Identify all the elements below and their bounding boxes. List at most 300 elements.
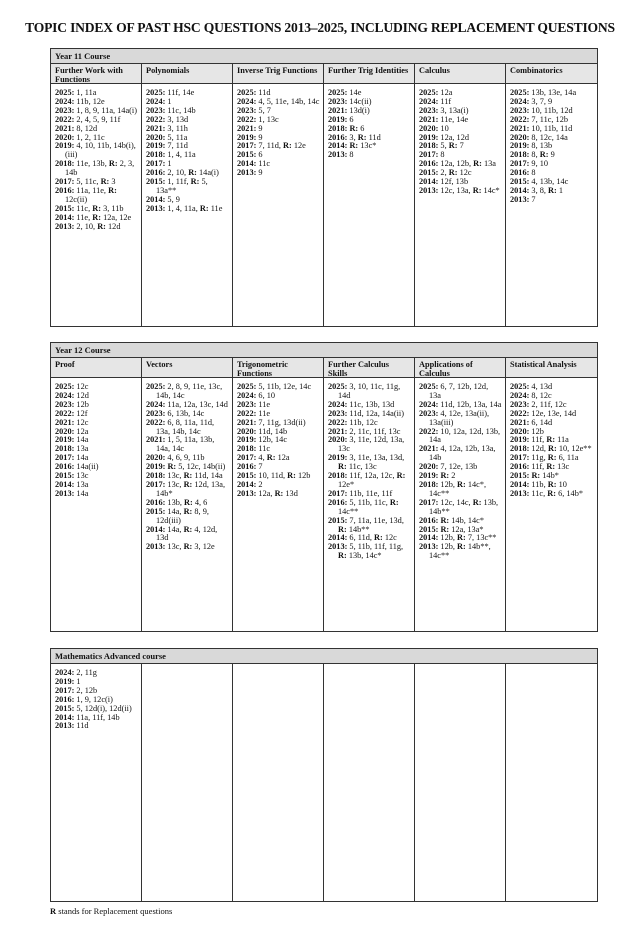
entry-year: 2014: bbox=[146, 194, 166, 204]
year-entry bbox=[328, 454, 411, 472]
entry-year: 2013: bbox=[419, 185, 439, 195]
replacement-marker: R: bbox=[546, 435, 556, 445]
entry-year: 2015: bbox=[146, 506, 166, 516]
entry-year: 2022: bbox=[55, 114, 75, 124]
topic-column-body bbox=[51, 378, 141, 501]
entry-questions: 14e bbox=[347, 88, 362, 97]
entry-questions: 10, 11b, 11d bbox=[529, 123, 573, 133]
entry-year: 2017: bbox=[419, 497, 439, 507]
entry-questions: 5, 11b, 12e, 14c bbox=[256, 382, 312, 391]
mathematics-advanced-table bbox=[50, 648, 598, 902]
footnote-text: stands for Replacement questions bbox=[56, 906, 173, 916]
entry-year: 2018: bbox=[146, 471, 166, 481]
entry-year: 2019: bbox=[419, 132, 439, 142]
year-entry bbox=[146, 508, 229, 526]
topic-column bbox=[233, 64, 324, 327]
entry-year: 2018: bbox=[510, 444, 530, 454]
topic-column-body bbox=[51, 664, 141, 733]
entry-year: 2016: bbox=[328, 132, 348, 142]
entry-year: 2025: bbox=[237, 382, 257, 391]
entry-year: 2023: bbox=[237, 399, 257, 409]
year-entry bbox=[328, 151, 411, 160]
entry-year: 2014: bbox=[55, 479, 75, 489]
entry-year: 2021: bbox=[237, 123, 257, 133]
column-row bbox=[51, 358, 597, 632]
entry-year: 2020: bbox=[328, 435, 348, 445]
entry-questions: 2, 11g bbox=[74, 668, 97, 677]
entry-questions: 4, 5, 11e, 14b, 14c bbox=[256, 96, 320, 106]
entry-questions: 5, 9 bbox=[165, 194, 180, 204]
entry-year: 2025: bbox=[328, 88, 348, 97]
entry-questions: 13d(i) bbox=[347, 105, 370, 115]
entry-questions: 8, 12d bbox=[74, 123, 98, 133]
entry-year: 2023: bbox=[55, 105, 75, 115]
year-entry bbox=[146, 436, 229, 454]
topic-column-body bbox=[415, 378, 505, 563]
replacement-marker: R: bbox=[531, 471, 541, 481]
topic-column-body bbox=[51, 84, 141, 234]
entry-questions: 12b bbox=[529, 426, 544, 436]
entry-questions: 6, 14d bbox=[529, 417, 553, 427]
entry-questions: R: 12a, 13a* bbox=[440, 524, 484, 534]
entry-year: 2023: bbox=[510, 105, 530, 115]
entry-year: 2022: bbox=[237, 408, 257, 418]
replacement-marker: R: bbox=[167, 462, 177, 472]
entry-questions: 11c, R: 6, 14b* bbox=[529, 488, 583, 498]
entry-questions: 11e, 13b, R: 2, 3, 14b bbox=[65, 159, 135, 178]
entry-questions: 7 bbox=[256, 462, 263, 472]
entry-year: 2013: bbox=[237, 488, 257, 498]
entry-year: 2019: bbox=[55, 435, 75, 445]
entry-questions: 6, 13b, 14c bbox=[165, 408, 205, 418]
entry-questions: 8, R: 9 bbox=[529, 150, 555, 160]
entry-questions: 7, 11a, 11e, 13d, R: 14b** bbox=[338, 515, 404, 534]
entry-year: 2024: bbox=[55, 390, 75, 400]
entry-questions: 11c, R: 3, 11b bbox=[74, 203, 124, 213]
entry-questions: 1, 2, 11c bbox=[74, 132, 105, 142]
replacement-marker: R: bbox=[283, 141, 292, 151]
year-entry bbox=[146, 205, 229, 214]
replacement-marker: R: bbox=[92, 203, 102, 213]
entry-year: 2023: bbox=[328, 408, 348, 418]
entry-questions: 11a, 11e, R: 12c(ii) bbox=[65, 185, 117, 204]
year-entry bbox=[146, 383, 229, 401]
entry-questions: 12b, 14c bbox=[256, 435, 288, 445]
entry-year: 2023: bbox=[146, 408, 166, 418]
year-entry bbox=[146, 419, 229, 437]
entry-year: 2021: bbox=[55, 417, 75, 427]
topic-column-body bbox=[233, 84, 323, 180]
entry-questions: 11f, 12a, 12c, R: 12e* bbox=[338, 471, 406, 489]
topic-column-header: Proof bbox=[51, 358, 141, 378]
entry-questions: 6, 8, 11a, 11d, 13a, 14b, 14c bbox=[156, 417, 215, 436]
year-entry bbox=[55, 142, 138, 160]
entry-year: 2018: bbox=[419, 479, 439, 489]
entry-questions: 12c bbox=[74, 417, 89, 427]
section-heading: Mathematics Advanced course bbox=[51, 649, 597, 664]
entry-year: 2017: bbox=[146, 159, 166, 169]
entry-questions: 14c(ii) bbox=[347, 96, 372, 106]
entry-year: 2022: bbox=[146, 417, 166, 427]
entry-questions: 3, 11e, 12d, 13a, 13c bbox=[338, 435, 405, 454]
entry-year: 2022: bbox=[237, 114, 257, 124]
entry-year: 2019: bbox=[328, 453, 348, 463]
entry-questions: 2, R: 12c bbox=[438, 168, 472, 178]
year-entry bbox=[146, 543, 229, 552]
entry-year: 2013: bbox=[55, 221, 75, 231]
entry-year: 2015: bbox=[510, 177, 530, 187]
entry-questions: 7 bbox=[529, 194, 536, 204]
replacement-marker: R: bbox=[97, 221, 106, 231]
entry-questions: 8 bbox=[347, 150, 354, 160]
entry-questions: 12b, R: 14c*, 14c** bbox=[429, 479, 487, 498]
topic-column-body bbox=[324, 664, 414, 671]
replacement-marker: R: bbox=[457, 479, 466, 489]
entry-year: 2020: bbox=[55, 426, 75, 436]
replacement-marker: R: bbox=[349, 141, 359, 151]
entry-year: 2013: bbox=[510, 488, 530, 498]
entry-questions: 13c, R: 3, 12e bbox=[165, 542, 215, 552]
replacement-marker: R: bbox=[374, 533, 383, 543]
entry-year: 2020: bbox=[419, 123, 439, 133]
entry-year: 2013: bbox=[55, 721, 75, 731]
entry-questions: 7, 11d bbox=[165, 141, 188, 151]
year-entry bbox=[419, 187, 502, 196]
entry-questions: 11e bbox=[256, 408, 271, 418]
replacement-marker: R: bbox=[183, 506, 193, 516]
year-entry bbox=[419, 383, 502, 401]
entry-questions: 4, 12a, 12b, 13a, 14b bbox=[429, 444, 496, 463]
entry-questions: R: 2 bbox=[440, 471, 456, 481]
entry-year: 2025: bbox=[510, 88, 530, 97]
entry-questions: 2, 10, R: 14a(i) bbox=[165, 168, 219, 178]
entry-year: 2013: bbox=[55, 488, 75, 498]
entry-questions: R: 5, 12c, 14b(ii) bbox=[167, 462, 226, 472]
year-entry bbox=[510, 490, 594, 499]
entry-questions: 5, R: 7 bbox=[438, 141, 464, 151]
entry-year: 2018: bbox=[328, 471, 348, 481]
entry-year: 2017: bbox=[237, 453, 257, 463]
topic-column bbox=[142, 64, 233, 327]
entry-questions: 8, 12c, 14a bbox=[529, 132, 568, 142]
entry-year: 2024: bbox=[237, 96, 257, 106]
entry-year: 2022: bbox=[510, 114, 530, 124]
entry-year: 2015: bbox=[419, 168, 439, 178]
entry-year: 2018: bbox=[419, 141, 439, 151]
replacement-marker: R: bbox=[473, 159, 482, 169]
topic-column-body bbox=[233, 664, 323, 671]
topic-column bbox=[415, 664, 506, 902]
replacement-marker: R: bbox=[547, 453, 557, 463]
year-entry bbox=[419, 445, 502, 463]
entry-year: 2021: bbox=[510, 123, 530, 133]
entry-year: 2023: bbox=[419, 408, 439, 418]
entry-year: 2019: bbox=[55, 676, 75, 686]
year-entry bbox=[55, 722, 138, 731]
entry-questions: 8, 12c bbox=[529, 390, 552, 400]
entry-questions: 3, 11e, 13a, 13d, R: 11c, 13c bbox=[338, 453, 405, 472]
entry-questions: 12f, 13b bbox=[438, 177, 469, 187]
entry-questions: 12a, 12d bbox=[438, 132, 470, 142]
entry-year: 2020: bbox=[237, 426, 257, 436]
year-entry bbox=[328, 436, 411, 454]
entry-questions: 14a bbox=[74, 453, 89, 463]
year-entry bbox=[510, 196, 594, 205]
entry-year: 2013: bbox=[237, 168, 257, 178]
entry-year: 2014: bbox=[237, 479, 257, 489]
entry-questions: 6 bbox=[256, 150, 263, 160]
entry-questions: 4, 12e, 13a(ii), 13a(iii) bbox=[429, 408, 490, 427]
entry-questions: 1, 5, 11a, 13b, 14a, 14c bbox=[156, 435, 215, 454]
entry-year: 2015: bbox=[237, 471, 257, 481]
topic-column bbox=[51, 664, 142, 902]
year-entry bbox=[328, 543, 411, 561]
entry-year: 2020: bbox=[419, 462, 439, 472]
entry-year: 2017: bbox=[55, 685, 75, 695]
entry-year: 2019: bbox=[55, 141, 75, 151]
replacement-marker: R: bbox=[183, 524, 193, 534]
year-11-course-table bbox=[50, 48, 598, 327]
entry-year: 2017: bbox=[328, 488, 348, 498]
entry-year: 2018: bbox=[55, 444, 75, 454]
topic-column bbox=[233, 358, 324, 632]
replacement-marker: R: bbox=[440, 515, 450, 525]
entry-year: 2015: bbox=[419, 524, 439, 534]
entry-year: 2014: bbox=[328, 141, 348, 151]
replacement-marker: R: bbox=[338, 524, 347, 534]
entry-year: 2025: bbox=[146, 382, 166, 391]
entry-year: 2025: bbox=[55, 382, 75, 391]
topic-column-body bbox=[415, 664, 505, 671]
year-entry bbox=[146, 526, 229, 544]
entry-questions: 11e, R: 12a, 12e bbox=[74, 212, 132, 222]
entry-year: 2022: bbox=[55, 408, 75, 418]
entry-questions: 14a bbox=[74, 435, 89, 445]
entry-year: 2015: bbox=[55, 203, 75, 213]
entry-questions: 3, 13d bbox=[165, 114, 189, 124]
entry-year: 2019: bbox=[510, 435, 530, 445]
entry-year: 2014: bbox=[237, 159, 257, 169]
entry-questions: 6 bbox=[347, 114, 354, 124]
entry-questions: 2 bbox=[256, 479, 263, 489]
entry-questions: 11g, R: 6, 11a bbox=[529, 453, 579, 463]
entry-year: 2022: bbox=[328, 417, 348, 427]
topic-column-body bbox=[142, 378, 232, 554]
entry-year: 2015: bbox=[55, 703, 75, 713]
year-12-course-table bbox=[50, 342, 598, 632]
entry-questions: 11b, 12c bbox=[347, 417, 378, 427]
topic-column bbox=[324, 358, 415, 632]
replacement-marker: R: bbox=[547, 488, 557, 498]
replacement-marker: R: bbox=[108, 185, 117, 195]
entry-year: 2021: bbox=[328, 426, 348, 436]
entry-year: 2021: bbox=[146, 123, 166, 133]
topic-column-header: Further Calculus Skills bbox=[324, 358, 414, 378]
section-heading: Year 12 Course bbox=[51, 343, 597, 358]
entry-year: 2016: bbox=[510, 168, 530, 178]
entry-year: 2020: bbox=[510, 426, 530, 436]
topic-column-header: Applications of Calculus bbox=[415, 358, 505, 378]
entry-questions: 9 bbox=[256, 123, 263, 133]
topic-column bbox=[142, 358, 233, 632]
topic-column-body bbox=[324, 378, 414, 563]
replacement-marker: R: bbox=[349, 123, 359, 133]
topic-column-header: Statistical Analysis bbox=[506, 358, 597, 378]
topic-column bbox=[51, 64, 142, 327]
entry-questions: 11f, R: 13c bbox=[529, 462, 570, 472]
entry-year: 2014: bbox=[419, 533, 439, 543]
entry-questions: 13a bbox=[74, 444, 89, 454]
entry-questions: 12f bbox=[74, 408, 88, 418]
entry-year: 2016: bbox=[510, 462, 530, 472]
entry-questions: 11b, 12e bbox=[74, 96, 105, 106]
entry-questions: 9 bbox=[256, 132, 263, 142]
entry-questions: 7, 11d, R: 12e bbox=[256, 141, 306, 151]
entry-year: 2025: bbox=[146, 88, 166, 97]
entry-year: 2013: bbox=[146, 542, 166, 552]
replacement-marker: R: bbox=[539, 150, 549, 160]
entry-questions: 10, 11b, 12d bbox=[529, 105, 573, 115]
replacement-marker: R: bbox=[472, 185, 482, 195]
entry-questions: 11a, 12a, 13c, 14d bbox=[165, 399, 228, 409]
column-row bbox=[51, 64, 597, 327]
entry-year: 2021: bbox=[510, 417, 530, 427]
entry-questions: 1, 4, 11a, R: 11e bbox=[165, 203, 223, 213]
topic-column-header: Inverse Trig Functions bbox=[233, 64, 323, 84]
entry-questions: 9 bbox=[256, 168, 263, 178]
entry-questions: 11e, 14e bbox=[438, 114, 469, 124]
entry-year: 2020: bbox=[146, 453, 166, 463]
entry-year: 2023: bbox=[510, 399, 530, 409]
entry-year: 2013: bbox=[328, 150, 348, 160]
replacement-marker: R: bbox=[396, 471, 406, 481]
replacement-marker: R: bbox=[448, 168, 458, 178]
column-row bbox=[51, 664, 597, 902]
entry-questions: 1, 13c bbox=[256, 114, 279, 124]
replacement-marker: R: bbox=[108, 159, 118, 169]
entry-year: 2014: bbox=[328, 533, 348, 543]
entry-questions: 13c bbox=[74, 471, 89, 481]
entry-questions: 1, 9, 12c(i) bbox=[74, 694, 113, 704]
replacement-marker: R: bbox=[274, 488, 284, 498]
entry-year: 2021: bbox=[419, 114, 439, 124]
entry-questions: 11f, R: 11a bbox=[529, 435, 569, 445]
entry-year: 2016: bbox=[328, 497, 348, 507]
year-entry bbox=[328, 383, 411, 401]
entry-year: 2021: bbox=[55, 123, 75, 133]
entry-year: 2014: bbox=[55, 712, 75, 722]
entry-year: 2016: bbox=[55, 694, 75, 704]
footnote bbox=[50, 906, 172, 916]
entry-year: 2020: bbox=[146, 132, 166, 142]
entry-questions: 10, 11d, R: 12b bbox=[256, 471, 311, 481]
entry-year: 2017: bbox=[237, 141, 257, 151]
year-entry bbox=[328, 517, 411, 535]
entry-questions: 11d bbox=[74, 721, 89, 731]
entry-year: 2019: bbox=[510, 141, 530, 151]
entry-questions: 2, 11c, 11f, 13c bbox=[347, 426, 401, 436]
topic-column bbox=[506, 664, 597, 902]
entry-year: 2024: bbox=[237, 390, 257, 400]
entry-questions: 13a bbox=[74, 479, 89, 489]
year-entry bbox=[55, 490, 138, 499]
replacement-marker: R: bbox=[199, 203, 209, 213]
entry-questions: 2, 11f, 12c bbox=[529, 399, 567, 409]
entry-year: 2024: bbox=[419, 399, 439, 409]
topic-column-body bbox=[506, 664, 597, 671]
entry-questions: 12a, R: 13d bbox=[256, 488, 298, 498]
replacement-marker: R: bbox=[183, 542, 193, 552]
entry-questions: 11c, 13b, 13d bbox=[347, 399, 395, 409]
entry-questions: 3, 7, 9 bbox=[529, 96, 553, 106]
entry-questions: 10 bbox=[438, 123, 449, 133]
entry-questions: 13b, R: 4, 6 bbox=[165, 497, 208, 507]
entry-year: 2014: bbox=[146, 524, 166, 534]
entry-questions: 11d, 12a, 14a(ii) bbox=[347, 408, 404, 418]
entry-year: 2024: bbox=[55, 668, 75, 677]
entry-questions: 3, 10, 11c, 11g, 14d bbox=[338, 382, 401, 400]
entry-year: 2016: bbox=[146, 168, 166, 178]
entry-questions: 11c bbox=[256, 444, 271, 454]
entry-questions: 12a bbox=[74, 426, 89, 436]
entry-questions: 1 bbox=[74, 676, 81, 686]
entry-questions: 9, 10 bbox=[529, 159, 549, 169]
entry-questions: 7, 11g, 13d(ii) bbox=[256, 417, 306, 427]
entry-year: 2017: bbox=[55, 177, 75, 187]
entry-questions: 13c, R: 12d, 13a, 14b* bbox=[156, 479, 226, 498]
entry-questions: 11b, 11e, 11f bbox=[347, 488, 393, 498]
entry-questions: 4, 13d bbox=[529, 382, 553, 391]
entry-year: 2015: bbox=[55, 471, 75, 481]
topic-column-header: Further Trig Identities bbox=[324, 64, 414, 84]
section-heading: Year 11 Course bbox=[51, 49, 597, 64]
entry-questions: 7, 12e, 13b bbox=[438, 462, 478, 472]
entry-year: 2019: bbox=[419, 471, 439, 481]
entry-questions: 5, 11b, 11f, 11g, R: 13b, 14c* bbox=[338, 542, 404, 561]
entry-year: 2025: bbox=[510, 382, 530, 391]
entry-year: 2018: bbox=[55, 159, 75, 169]
entry-year: 2024: bbox=[328, 399, 348, 409]
year-entry bbox=[419, 499, 502, 517]
topic-column bbox=[415, 358, 506, 632]
entry-year: 2017: bbox=[510, 453, 530, 463]
topic-column-body bbox=[506, 84, 597, 207]
entry-questions: 1, 11a bbox=[74, 88, 97, 97]
entry-questions: 2, 12b bbox=[74, 685, 98, 695]
entry-questions: 1 bbox=[165, 96, 172, 106]
entry-questions: 3, 8, R: 1 bbox=[529, 185, 564, 195]
topic-column-body bbox=[142, 664, 232, 671]
topic-column bbox=[506, 358, 597, 632]
entry-questions: 6, 7, 12b, 12d, 13a bbox=[429, 382, 489, 400]
replacement-marker: R: bbox=[183, 479, 193, 489]
entry-year: 2016: bbox=[419, 159, 439, 169]
entry-questions: 12b, R: 7, 13c** bbox=[438, 533, 497, 543]
entry-year: 2020: bbox=[510, 132, 530, 142]
entry-year: 2022: bbox=[419, 426, 439, 436]
entry-questions: 11e bbox=[256, 399, 271, 409]
entry-questions: 11b, R: 10 bbox=[529, 479, 567, 489]
replacement-marker: R: bbox=[92, 212, 102, 222]
entry-year: 2021: bbox=[146, 435, 166, 445]
entry-year: 2025: bbox=[237, 88, 257, 97]
entry-year: 2014: bbox=[55, 212, 75, 222]
entry-questions: 1, 11f, R: 5, 13a** bbox=[156, 177, 208, 195]
entry-questions: 8 bbox=[529, 168, 536, 178]
entry-year: 2016: bbox=[419, 515, 439, 525]
entry-year: 2018: bbox=[510, 150, 530, 160]
topic-column-header: Vectors bbox=[142, 358, 232, 378]
